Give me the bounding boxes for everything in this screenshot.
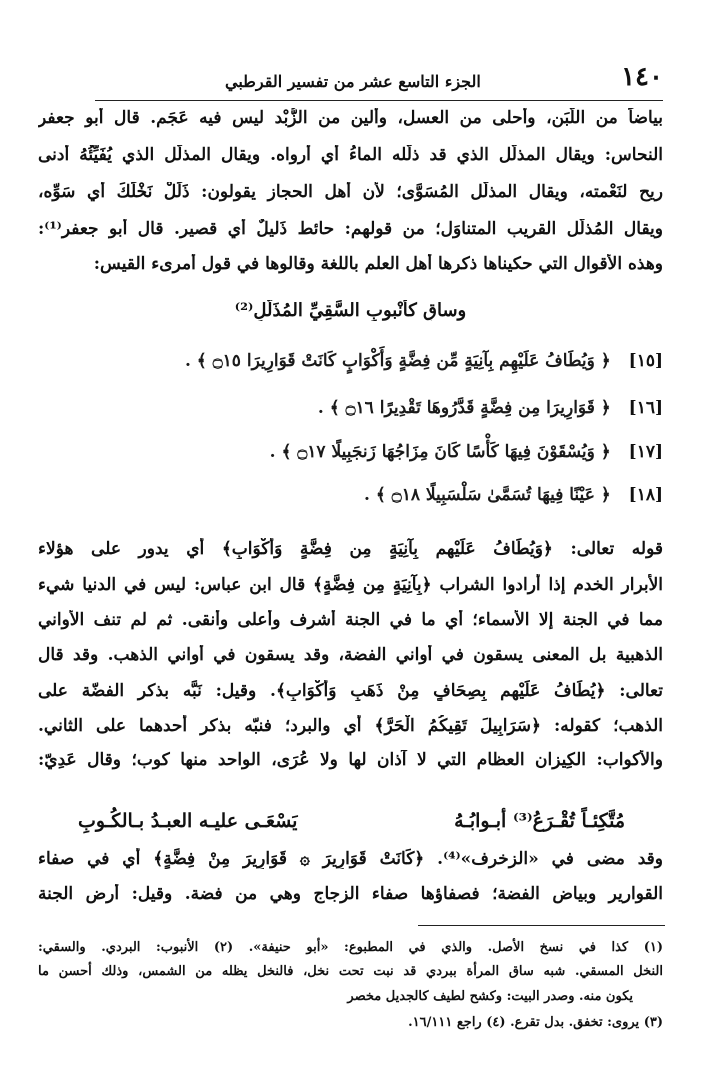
verse-text: ﴿ وَيُطَافُ عَلَيْهِم بِآنِيَةٍ مِّن فِضَّةٍ وَأَكْوَابٍ كَانَتْ قَوَارِيرَا ۝١٥ ﴾ . xyxy=(184,351,611,371)
poem-left-hemistich: يَسْعَـى عليـه العبـدُ بـالكُـوبِ xyxy=(78,810,298,832)
footnote-line: (٣) يروى: تخفق. بدل تقرع. (٤) راجع ١٦/١١١. xyxy=(408,1015,663,1030)
verse-number: [١٦] xyxy=(628,398,663,418)
body-line: ويقال المُذلَّل القريب المتناوَل؛ من قولهم: حائط ذَليلٌ أي قصير. قال أبو جعفر⁽¹⁾: xyxy=(38,219,663,239)
quran-verse-18 xyxy=(364,484,663,505)
commentary-line: تعالى: ﴿يُطَافُ عَلَيْهِم بِصِحَافٍ مِنْ ذَهَبٍ وَأَكْوَابٍ﴾. وقيل: نَبَّه بذكر الفضّة على xyxy=(38,681,663,701)
body-line: بياضاً من اللَّبَن، وأحلى من العسل، وألين من الزُّبْد ليس فيه عَجَم. قال أبو جعفر xyxy=(38,108,663,128)
verse-text: ﴿ وَيُسْقَوْنَ فِيهَا كَأْسًا كَانَ مِزَاجُهَا زَنجَبِيلًا ۝١٧ ﴾ . xyxy=(269,442,611,462)
commentary-line: والأكواب: الكِيزان العظام التي لا آذان لها ولا عُرَى، الواحد منها كوب؛ وقال عَدِيّ: xyxy=(38,750,663,770)
footnote-line: (١) كذا في نسخ الأصل. والذي في المطبوع: «أبو حنيفة». (٢) الأنبوب: البردي. والسقي: xyxy=(38,940,663,955)
page-header xyxy=(95,60,663,101)
verse-text: ﴿ عَيْنًا فِيهَا تُسَمَّىٰ سَلْسَبِيلًا ۝١٨ ﴾ . xyxy=(364,485,611,505)
commentary-line: الأبرار الخدم إذا أرادوا الشراب ﴿بِآنِيَةٍ مِن فِضَّةٍ﴾ قال ابن عباس: ليس في الدنيا شيء xyxy=(38,575,663,595)
commentary-line: الذهب؛ كقوله: ﴿سَرَابِيلَ تَقِيكُمُ الْحَرَّ﴾ أي والبرد؛ فنبّه بذكر أحدهما على الثاني. xyxy=(38,716,663,736)
verse-number: [١٥] xyxy=(628,351,663,371)
closing-line: وقد مضى في «الزخرف»⁽⁴⁾. ﴿كَانَتْ قَوَارِيرَ ۞ قَوَارِيرَ مِنْ فِضَّةٍ﴾ أي في صفاء xyxy=(38,849,663,869)
running-title: الجزء التاسع عشر من تفسير القرطبي xyxy=(225,72,481,91)
verse-number: [١٧] xyxy=(628,442,663,462)
body-line: ريح لنَعْمته، ويقال المذلّل المُسَوَّى؛ لأن أهل الحجاز يقولون: ذَلِّلْ نَخْلَكَ أي سَوِّه، xyxy=(38,182,663,202)
page-number: ١٤٠ xyxy=(621,62,663,92)
verse-text: ﴿ قَوَارِيرَا مِن فِضَّةٍ قَدَّرُوهَا تَقْدِيرًا ۝١٦ ﴾ . xyxy=(317,398,611,418)
verse-number: [١٨] xyxy=(628,485,663,505)
quran-verse-17 xyxy=(270,441,663,462)
quran-verse-16 xyxy=(318,397,663,418)
footnote-line: النخل المسقي. شبه ساق المرأة ببردي قد نبت تحت نخل، فالنخل يظله من الشمس، وذلك أحسن ما xyxy=(38,964,663,979)
commentary-line: قوله تعالى: ﴿وَيُطَافُ عَلَيْهِم بِآنِيَةٍ مِن فِضَّةٍ وَأَكْوَابٍ﴾ أي يدور على هؤلاء xyxy=(38,539,663,559)
poem-right-hemistich: مُتَّكِئـاً تُقْـرَعُ⁽³⁾ أبـوابُـهُ xyxy=(454,810,625,832)
quran-verse-15 xyxy=(185,350,663,371)
body-line: وهذه الأقوال التي حكيناها ذكرها أهل العلم باللغة وقالوها في قول أمرىء القيس: xyxy=(93,254,663,274)
quoted-verse: وساقٍ كأنْبوبِ السَّقِيِّ المُذَلَّلِ⁽²⁾ xyxy=(234,300,467,321)
commentary-line: الذهبية بل المعنى يسقون في أواني الفضة، وقد يسقون في أواني الذهب. وقد قال xyxy=(38,645,663,665)
commentary-line: مما في الجنة إلا الأسماء؛ أي ما في الجنة أشرف وأعلى وأنقى. ثم لم تنف الأواني xyxy=(38,610,663,630)
body-line: النحاس: ويقال المذلَّل الذي قد ذلَّله الماءُ أي أرواه. ويقال المذلَّل الذي يُفَيِّئُهُ أدنى xyxy=(38,145,663,165)
footnote-line: يكون منه. وصدر البيت: وكشح لطيف كالجديل مخصر xyxy=(347,989,633,1004)
closing-line: القوارير وبياض الفضة؛ فصفاؤها صفاء الزجاج وهي من فضة. وقيل: أرض الجنة xyxy=(38,884,663,904)
footnote-separator xyxy=(418,925,665,926)
